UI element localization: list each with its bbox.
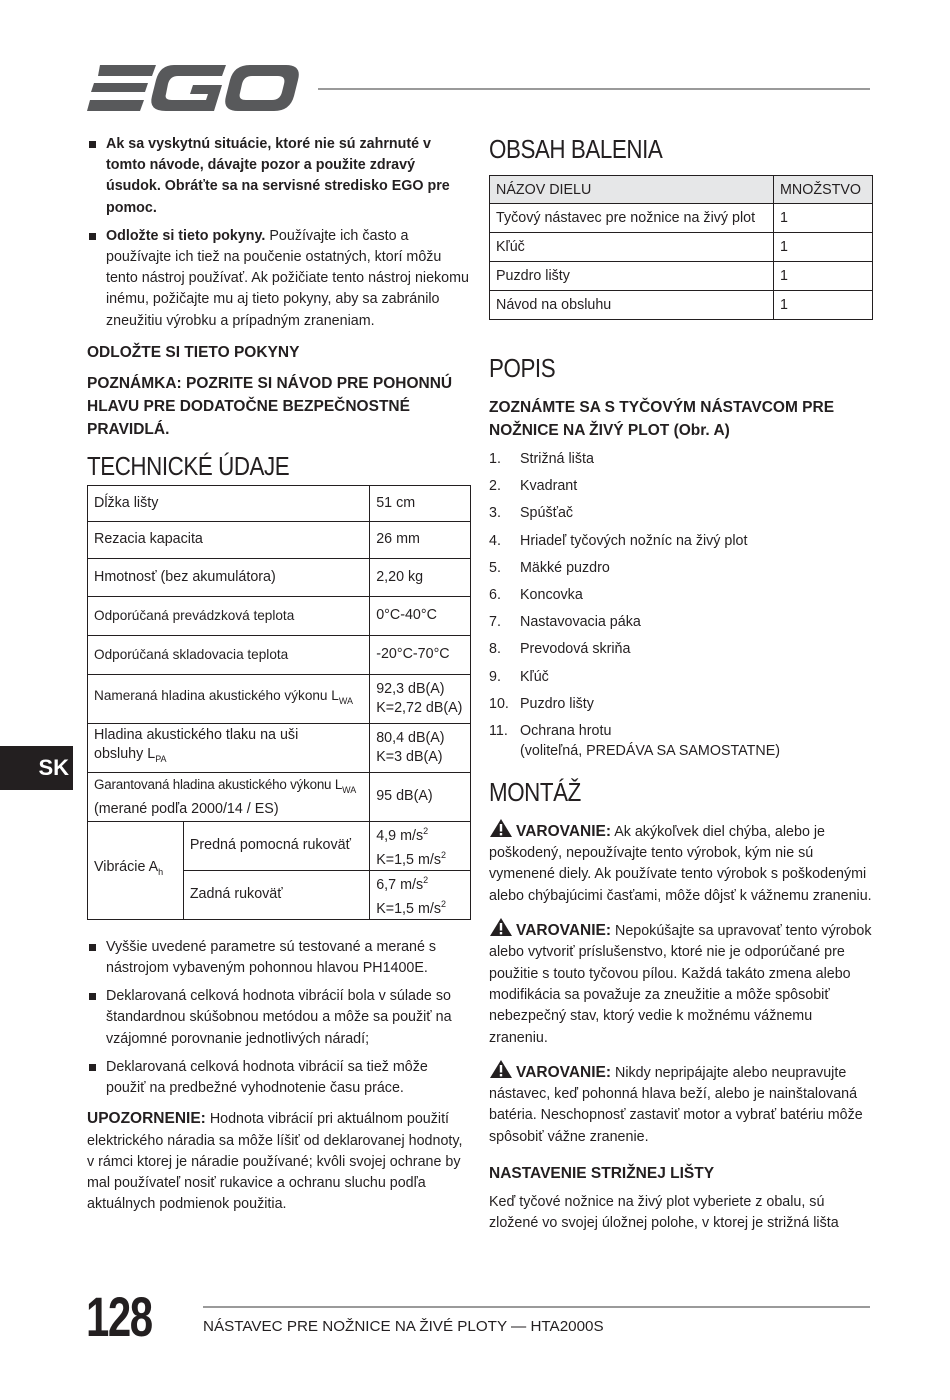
safety-bullets — [87, 134, 471, 332]
spec-label: Hmotnosť (bez akumulátora) — [88, 558, 370, 596]
warning-icon — [489, 818, 513, 838]
list-item: 10. Puzdro lišty — [489, 695, 594, 712]
adjust-paragraph: Keď tyčové nožnice na živý plot vyberiete z obalu, sú zložené vo svojej úložnej polohe, v ktorej je strižná lišta — [489, 1194, 839, 1232]
part-qty: 1 — [774, 262, 873, 291]
list-item: 2. Kvadrant — [489, 478, 578, 495]
footer-title: NÁSTAVEC PRE NOŽNICE NA ŽIVÉ PLOTY — HTA2000S — [203, 1318, 604, 1335]
bullet-item: Ak sa vyskytnú situácie, ktoré nie sú zahrnuté v tomto návode, dávajte pozor a použite zdravý úsudok. Obráťte sa na servisné stredisko EGO pre pomoc. — [87, 134, 471, 219]
spec-label: Rezacia kapacita — [88, 521, 370, 558]
package-contents-title: OBSAH BALENIA — [489, 134, 663, 164]
table-row — [490, 291, 873, 320]
part-name: Návod na obsluhu — [490, 291, 774, 320]
warning-paragraph: VAROVANIE: Nikdy nepripájajte alebo neupravujte nástavec, keď pohonná hlava beží, alebo je nainštalovaná batéria. Neschopnosť zastaviť motor a vybrať batériu môže spôsobiť vážne zranenie. — [489, 1059, 873, 1148]
table-row — [88, 821, 471, 870]
spec-value: 0°C-40°C — [370, 596, 471, 635]
spec-label: Hladina akustického tlaku na uši obsluhy $L_{PA}$ — [88, 723, 370, 772]
part-name: Tyčový nástavec pre nožnice na živý plot — [490, 204, 774, 233]
package-table — [489, 175, 873, 320]
spec-table — [87, 485, 471, 920]
adjust-heading: NASTAVENIE STRIŽNEJ LIŠTY — [489, 1165, 715, 1183]
spec-value: 51 cm — [370, 485, 471, 521]
table-row — [88, 521, 471, 558]
left-column — [87, 134, 471, 1216]
part-name: Puzdro lišty — [490, 262, 774, 291]
spec-label: Nameraná hladina akustického výkonu $L_{WA}$ — [88, 674, 370, 723]
bullet-item: Odložte si tieto pokyny. Používajte ich často a používajte ich tiež na poučenie ostatných, ktorí môžu tento nástroj používať. Ak požičiate tento nástroj niekomu inému, požičajte mu aj tieto pokyny, aby sa zabránilo zneužitiu výrobku a prípadným zraneniam. — [87, 226, 471, 332]
part-qty: 1 — [774, 233, 873, 262]
table-row — [88, 558, 471, 596]
table-row — [490, 233, 873, 262]
list-item: 4. Hriadeľ tyčových nožníc na živý plot — [489, 532, 748, 549]
table-header-row — [490, 176, 873, 204]
spec-label: Garantovaná hladina akustického výkonu $L_{WA}$ (merané podľa 2000/14 / ES) — [88, 772, 370, 821]
table-row — [88, 635, 471, 674]
spec-label: Odporúčaná prevádzková teplota — [88, 596, 370, 635]
bullet-item: Deklarovaná celková hodnota vibrácií bola v súlade so štandardnou skúšobnou metódou a môže sa použiť na vzájomné porovnanie jednotlivých náradí; — [87, 986, 471, 1050]
spec-sublabel: Predná pomocná rukoväť — [183, 821, 369, 870]
spec-value: 26 mm — [370, 521, 471, 558]
parts-list — [489, 449, 873, 761]
bullet-item: Deklarovaná celková hodnota vibrácií sa tiež môže použiť na predbežné vyhodnotenie času práce. — [87, 1057, 471, 1099]
spec-label: Dĺžka lišty — [88, 485, 370, 521]
spec-value: 4,9 $m/s^2$ K=1,5 $m/s^2$ — [370, 821, 471, 870]
right-column — [489, 134, 873, 1235]
list-item: 7. Nastavovacia páka — [489, 614, 641, 631]
ego-logo — [86, 64, 300, 114]
list-item: 5. Mäkké puzdro — [489, 559, 610, 576]
spec-value: 80,4 dB(A) K=3 dB(A) — [370, 723, 471, 772]
spec-sublabel: Zadná rukoväť — [183, 870, 369, 919]
footer-rule — [203, 1306, 870, 1308]
spec-value: 92,3 dB(A) K=2,72 dB(A) — [370, 674, 471, 723]
warning-icon — [489, 1059, 513, 1079]
table-row — [88, 485, 471, 521]
part-name: Kľúč — [490, 233, 774, 262]
table-row — [88, 772, 471, 821]
spec-value: 95 dB(A) — [370, 772, 471, 821]
language-tab: SK — [0, 746, 73, 790]
list-item: 9. Kľúč — [489, 668, 549, 685]
list-item: 1. Strižná lišta — [489, 451, 594, 467]
page-number: 128 — [86, 1285, 152, 1348]
warning-paragraph: VAROVANIE: Nepokúšajte sa upravovať tento výrobok alebo vytvoriť príslušenstvo, ktoré nie je odporúčané pre použitie s touto tyčovou pílou. Každá takáto zmena alebo modifikácia sa považuje za zneužitie a môže spôsobiť nebezpečný stav, ktorý vedie k možnému vážnemu zraneniu. — [489, 917, 873, 1049]
list-item: 8. Prevodová skriňa — [489, 641, 631, 658]
header-rule — [318, 88, 870, 90]
note-heading: POZNÁMKA: POZRITE SI NÁVOD PRE POHONNÚ HLAVU PRE DODATOČNE BEZPEČNOSTNÉ PRAVIDLÁ. — [87, 374, 453, 438]
table-row — [88, 674, 471, 723]
assembly-title: MONTÁŽ — [489, 776, 581, 807]
spec-label: Vibrácie $A_h$ — [88, 821, 184, 919]
spec-value: 6,7 $m/s^2$ K=1,5 $m/s^2$ — [370, 870, 471, 919]
column-header: NÁZOV DIELU — [490, 176, 774, 204]
tech-data-title: TECHNICKÉ ÚDAJE — [87, 450, 290, 481]
column-header: MNOŽSTVO — [774, 176, 873, 204]
list-item: 11. Ochrana hrotu (voliteľná, PREDÁVA SA SAMOSTATNE) — [489, 722, 780, 759]
table-row — [490, 204, 873, 233]
table-row — [490, 262, 873, 291]
bullet-item: Vyššie uvedené parametre sú testované a merané s nástrojom vybaveným pohonnou hlavou PH1400E. — [87, 937, 471, 979]
spec-notes — [87, 937, 471, 1099]
list-item: 3. Spúšťač — [489, 505, 574, 522]
list-item: 6. Koncovka — [489, 586, 583, 603]
description-subtitle: ZOZNÁMTE SA S TYČOVÝM NÁSTAVCOM PRE NOŽNICE NA ŽIVÝ PLOT (Obr. A) — [489, 399, 835, 439]
table-row — [88, 723, 471, 772]
spec-value: -20°C-70°C — [370, 635, 471, 674]
part-qty: 1 — [774, 291, 873, 320]
table-row — [88, 596, 471, 635]
save-instructions-heading: ODLOŽTE SI TIETO POKYNY — [87, 343, 300, 361]
caution-paragraph: UPOZORNENIE: Hodnota vibrácií pri aktuálnom použití elektrického náradia sa môže líšiť od deklarovanej hodnoty, v rámci ktorej je náradie používané; kvôli svojej ochrane by mal používateľ nosiť rukavice a ochranu sluchu podľa aktuálnych podmienok použitia. — [87, 1110, 463, 1213]
warning-paragraph: VAROVANIE: Ak akýkoľvek diel chýba, alebo je poškodený, nepoužívajte tento výrobok, kým nie sú vymenené diely. Ak používate tento výrobok s poškodenými alebo chýbajúcimi časťami, môže dôjsť k vážnemu zraneniu. — [489, 818, 873, 907]
part-qty: 1 — [774, 204, 873, 233]
description-title: POPIS — [489, 353, 556, 383]
spec-label: Odporúčaná skladovacia teplota — [88, 635, 370, 674]
warning-icon — [489, 917, 513, 937]
spec-value: 2,20 kg — [370, 558, 471, 596]
